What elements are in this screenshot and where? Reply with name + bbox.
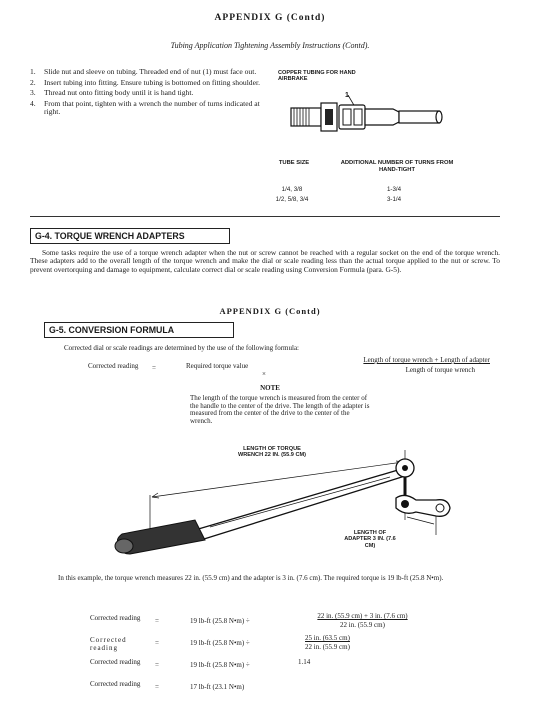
example-row-eq: = (155, 617, 159, 625)
step-text: Insert tubing into fitting. Ensure tubing is bottomed on fitting shoulder. (44, 77, 260, 87)
formula-numerator: Length of torque wrench + Length of adapter (363, 356, 490, 364)
page-header: APPENDIX G (Contd) (214, 13, 326, 23)
example-row-numerator: 25 in. (63.5 cm) (305, 634, 350, 642)
example-row-denominator: 22 in. (55.9 cm) (340, 621, 385, 629)
table-header-additional-turns: ADDITIONAL NUMBER OF TURNS FROM HAND-TIGHT (340, 160, 454, 173)
step-item (30, 68, 260, 77)
example-row-result: 1.14 (298, 658, 311, 666)
example-row-label: Corrected reading (90, 658, 141, 666)
table-cell: 1/2, 5/8, 3/4 (275, 196, 309, 203)
example-row-eq: = (155, 639, 159, 647)
step-text: Slide nut and sleeve on tubing. Threaded end of nut (1) must face out. (44, 67, 257, 76)
example-intro: In this example, the torque wrench measures 22 in. (55.9 cm) and the adapter is 3 in. (7.6 cm). The required torque is 19 lb-ft (25.8 N•m). (58, 574, 444, 582)
example-row-label: Corrected reading (90, 636, 127, 652)
example-row-label: Corrected reading (90, 614, 141, 622)
example-row-label: Corrected reading (90, 680, 141, 688)
tube-fitting-illustration (285, 95, 450, 140)
table-header-tube-size: TUBE SIZE (278, 160, 310, 166)
formula-equals: = (152, 364, 156, 372)
steps-list (30, 68, 260, 117)
example-row-eq: = (155, 661, 159, 669)
formula-denominator: Length of torque wrench (405, 366, 475, 374)
adapter-length-label: LENGTH OF ADAPTER 3 IN. (7.6 CM) (344, 530, 396, 549)
step-number: 3. (30, 88, 36, 98)
torque-wrench-illustration (100, 450, 460, 565)
step-number: 1. (30, 67, 36, 76)
wrench-length-label: LENGTH OF TORQUE WRENCH 22 IN. (55.9 CM) (237, 446, 307, 459)
step-number: 2. (30, 77, 36, 87)
example-row-value: 19 lb-ft (25.8 N•m) ÷ (190, 661, 250, 669)
note-title: NOTE (260, 384, 280, 392)
example-row-value: 17 lb-ft (23.1 N•m) (190, 683, 245, 691)
example-row-eq: = (155, 683, 159, 691)
section-heading-g5: G-5. CONVERSION FORMULA (44, 322, 234, 338)
section-heading-g4: G-4. TORQUE WRENCH ADAPTERS (30, 228, 230, 244)
step-text: Thread nut onto fitting body until it is hand tight. (44, 88, 194, 98)
section-g4-body: Some tasks require the use of a torque wrench adapter when the nut or screw cannot be reached with a regular socket on the end of the torque wrench. These adapters add to the overall length of the torque wrench and make the dial or scale reading less than the actual torque applied to the nut or screw. To prevent overtorquing and damage to equipment, calculate correct dial or scale reading using Conversion Formula (para. G-5). (30, 248, 500, 274)
example-row-numerator: 22 in. (55.9 cm) + 3 in. (7.6 cm) (317, 612, 408, 620)
callout-number: 1 (345, 92, 349, 99)
example-row-value: 19 lb-ft (25.8 N•m) ÷ (190, 639, 250, 647)
example-row-denominator: 22 in. (55.9 cm) (305, 643, 350, 651)
example-row-value: 19 lb-ft (25.8 N•m) ÷ (190, 617, 250, 625)
table-cell: 1-3/4 (386, 186, 402, 193)
step-item (30, 100, 260, 117)
step-number: 4. (30, 98, 36, 108)
formula-times: × (262, 370, 266, 378)
section-divider (30, 216, 500, 217)
table-cell: 3-1/4 (386, 196, 402, 203)
note-text: The length of the torque wrench is measured from the center of the handle to the center of the drive. The length of the adapter is measured from the center of the drive to the center of the wrench. (190, 394, 370, 425)
step-item (30, 89, 260, 98)
step-text: From that point, tighten with a wrench the number of turns indicated at right. (44, 98, 260, 117)
page-subtitle: Tubing Application Tightening Assembly Instructions (Contd). (170, 41, 370, 50)
table-cell: 1/4, 3/8 (281, 186, 303, 193)
step-item (30, 79, 260, 88)
copper-tubing-label: COPPER TUBING FOR HAND AIRBRAKE (278, 70, 356, 83)
formula-required: Required torque value (186, 362, 249, 370)
formula-intro: Corrected dial or scale readings are determined by the use of the following formula: (64, 344, 299, 352)
page-header-2: APPENDIX G (Contd) (219, 306, 321, 316)
formula-lhs: Corrected reading (88, 362, 139, 370)
